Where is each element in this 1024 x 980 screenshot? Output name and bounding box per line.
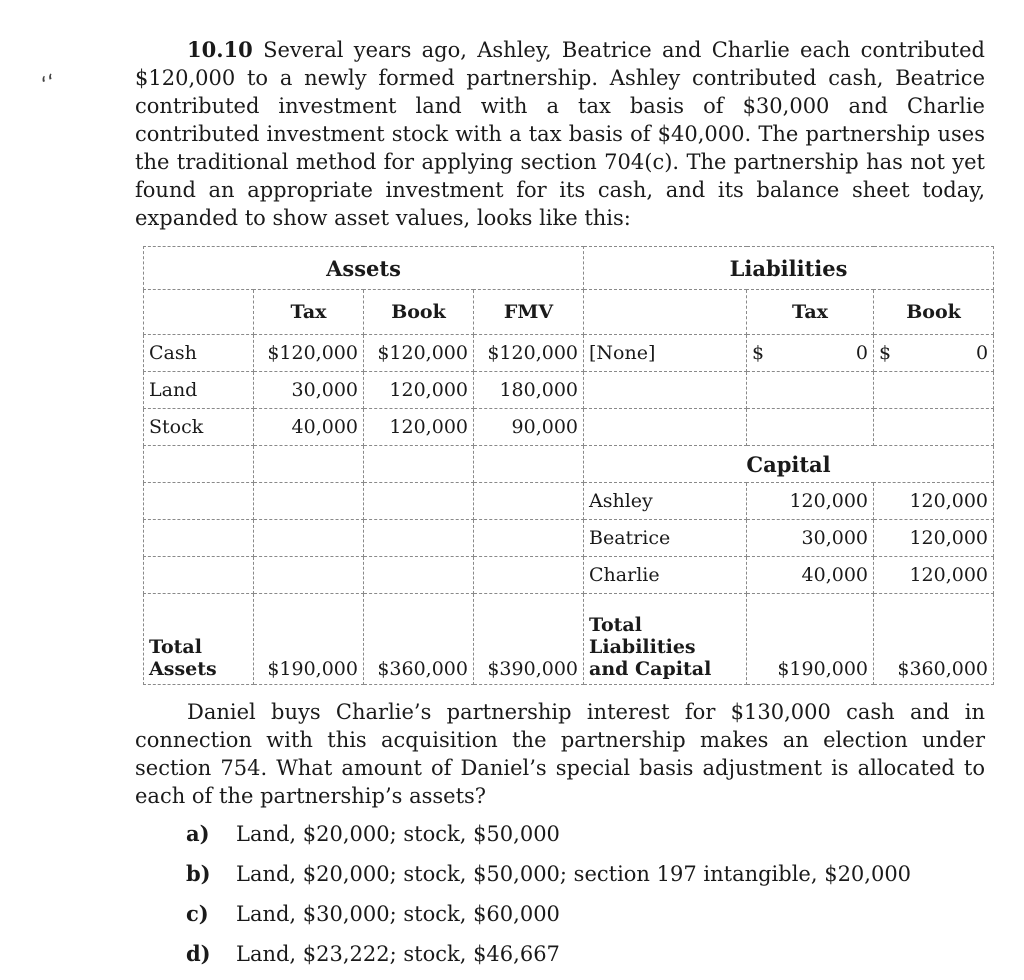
total-assets-book: $360,000 bbox=[364, 594, 474, 685]
col-liab-tax: Tax bbox=[747, 290, 874, 335]
option-a[interactable] bbox=[186, 820, 911, 860]
table-row-beatrice bbox=[144, 520, 994, 557]
total-liabilities-label: Total Liabilities and Capital bbox=[584, 594, 747, 685]
asset-book: $120,000 bbox=[364, 335, 474, 372]
partner-book: 120,000 bbox=[874, 557, 994, 594]
asset-tax: $120,000 bbox=[254, 335, 364, 372]
liabilities-header: Liabilities bbox=[584, 247, 994, 290]
capital-header: Capital bbox=[584, 446, 994, 483]
table-header-row bbox=[144, 247, 994, 290]
problem-text: Several years ago, Ashley, Beatrice and Charlie each contributed $120,000 to a newly formed partnership. Ashley contributed cash, Beatrice contributed investment land with a tax basis of $30,000 and Charlie contributed investment stock with a tax basis of $40,000. The partnership uses the traditional method for applying section 704(c). The partnership has not yet found an appropriate investment for its cash, and its balance sheet today, expanded to show asset values, looks like this: bbox=[135, 38, 985, 230]
partner-tax: 120,000 bbox=[747, 483, 874, 520]
table-row-stock bbox=[144, 409, 994, 446]
option-letter: b) bbox=[186, 861, 211, 886]
column-header-row bbox=[144, 290, 994, 335]
partner-book: 120,000 bbox=[874, 520, 994, 557]
option-text: Land, $23,222; stock, $46,667 bbox=[236, 942, 560, 966]
asset-name: Cash bbox=[144, 335, 254, 372]
option-letter: d) bbox=[186, 941, 211, 966]
asset-book: 120,000 bbox=[364, 372, 474, 409]
partner-book: 120,000 bbox=[874, 483, 994, 520]
assets-header: Assets bbox=[144, 247, 584, 290]
option-b[interactable] bbox=[186, 860, 911, 900]
col-asset-fmv: FMV bbox=[474, 290, 584, 335]
asset-tax: 30,000 bbox=[254, 372, 364, 409]
table-row-cash bbox=[144, 335, 994, 372]
margin-note: ‘‘ bbox=[38, 70, 60, 99]
col-asset-book: Book bbox=[364, 290, 474, 335]
option-d[interactable] bbox=[186, 940, 911, 980]
partner-name: Charlie bbox=[584, 557, 747, 594]
total-assets-label: Total Assets bbox=[144, 594, 254, 685]
option-text: Land, $20,000; stock, $50,000; section 197 intangible, $20,000 bbox=[236, 862, 912, 886]
total-liabilities-tax: $190,000 bbox=[747, 594, 874, 685]
table-row-ashley bbox=[144, 483, 994, 520]
question-text: Daniel buys Charlie’s partnership interest for $130,000 cash and in connection with this acquisition the partnership makes an election under section 754. What amount of Daniel’s special basis adjustment is allocated to each of the partnership’s assets? bbox=[135, 700, 985, 808]
asset-name: Land bbox=[144, 372, 254, 409]
option-letter: a) bbox=[186, 821, 210, 846]
asset-fmv: 180,000 bbox=[474, 372, 584, 409]
option-text: Land, $20,000; stock, $50,000 bbox=[236, 822, 560, 846]
liability-book: $ 0 bbox=[874, 335, 994, 372]
balance-sheet-table bbox=[143, 246, 994, 685]
answer-options bbox=[186, 820, 911, 980]
question bbox=[135, 698, 985, 810]
table-row-totals bbox=[144, 594, 994, 685]
table-row-land bbox=[144, 372, 994, 409]
table-row-charlie bbox=[144, 557, 994, 594]
table-row-capital-header bbox=[144, 446, 994, 483]
option-text: Land, $30,000; stock, $60,000 bbox=[236, 902, 560, 926]
partner-tax: 30,000 bbox=[747, 520, 874, 557]
option-c[interactable] bbox=[186, 900, 911, 940]
problem-statement bbox=[135, 36, 985, 232]
total-liabilities-book: $360,000 bbox=[874, 594, 994, 685]
asset-tax: 40,000 bbox=[254, 409, 364, 446]
liability-tax: $ 0 bbox=[747, 335, 874, 372]
liability-name: [None] bbox=[584, 335, 747, 372]
col-liab-book: Book bbox=[874, 290, 994, 335]
asset-book: 120,000 bbox=[364, 409, 474, 446]
asset-fmv: 90,000 bbox=[474, 409, 584, 446]
partner-name: Beatrice bbox=[584, 520, 747, 557]
asset-fmv: $120,000 bbox=[474, 335, 584, 372]
problem-number: 10.10 bbox=[187, 37, 253, 62]
partner-tax: 40,000 bbox=[747, 557, 874, 594]
partner-name: Ashley bbox=[584, 483, 747, 520]
col-asset-tax: Tax bbox=[254, 290, 364, 335]
option-letter: c) bbox=[186, 901, 209, 926]
total-assets-tax: $190,000 bbox=[254, 594, 364, 685]
asset-name: Stock bbox=[144, 409, 254, 446]
total-assets-fmv: $390,000 bbox=[474, 594, 584, 685]
